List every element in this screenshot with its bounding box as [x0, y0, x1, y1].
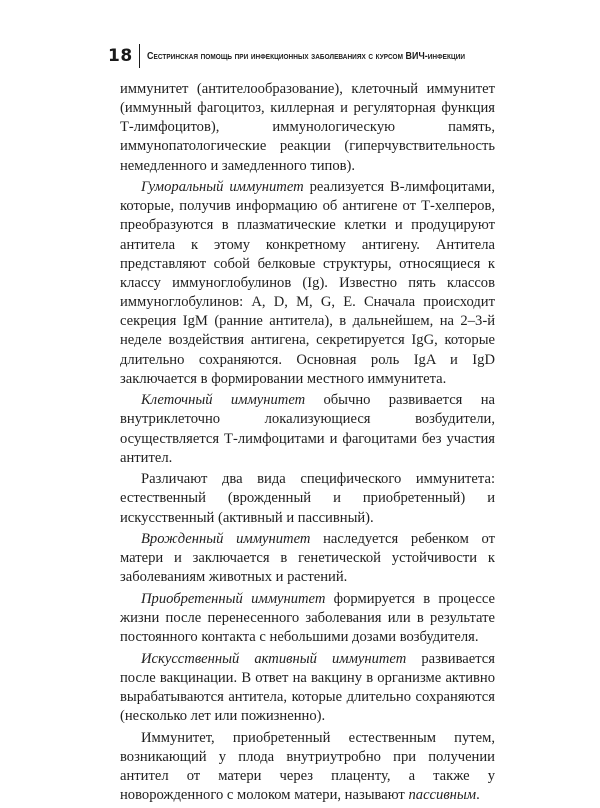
paragraph	[120, 80, 495, 176]
paragraph-text: Иммунитет, приобретенный естественным путем, возникающий у плода внутриутробно при получении антител от матери через плаценту, а также у новорожденного с молоком матери, называют	[120, 729, 495, 804]
running-title: Сестринская помощь при инфекционных заболеваниях с курсом ВИЧ-инфекции	[147, 50, 466, 62]
page-number: 18	[108, 46, 133, 66]
term-acquired: Приобретенный иммунитет	[141, 591, 326, 608]
term-cellular: Клеточный иммунитет	[141, 392, 306, 409]
paragraph-text: наследуется ребенком от матери и заключается в генетической устойчивости к заболеваниям животных и растений.	[120, 531, 495, 586]
header-divider	[139, 44, 140, 68]
paragraph-text: формируется в процессе жизни после перенесенного заболевания или в результате постоянного контакта с небольшими дозами возбудителя.	[120, 591, 495, 646]
paragraph-end: .	[476, 787, 480, 804]
paragraph	[120, 729, 495, 806]
running-header	[108, 44, 493, 68]
paragraph	[120, 470, 495, 527]
paragraph-text: Различают два вида специфического иммунитета: естественный (врожденный и приобретенный) и искусственный (активный и пассивный).	[120, 471, 495, 526]
paragraph-text: реализуется В-лимфоцитами, которые, получив информацию об антигене от Т-хелперов, преобразуются в плазматические клетки и продуцируют антитела к этому конкретному антигену. Антитела представляют собой белковые структуры, относящиеся к классу иммуноглобулинов (Ig). Известно пять классов иммуноглобулинов: A, D, M, G, E. Сначала происходит секреция IgM (ранние антитела), в дальнейшем, на 2–3-й неделе воздействия антигена, секретируется IgG, которые длительно сохраняются. Основная роль IgA и IgD заключается в формировании местного иммунитета.	[120, 179, 495, 387]
term-passive: пассивным	[408, 787, 477, 804]
paragraph-text: развивается после вакцинации. В ответ на вакцину в организме активно вырабатываются антитела, которые длительно сохраняются (несколько лет или пожизненно).	[120, 650, 495, 725]
paragraph	[120, 530, 495, 587]
term-humoral: Гуморальный иммунитет	[141, 179, 304, 196]
paragraph	[120, 590, 495, 647]
paragraph	[120, 178, 495, 389]
term-innate: Врожденный иммунитет	[141, 531, 311, 548]
paragraph-text: обычно развивается на внутриклеточно локализующиеся возбудители, осуществляется Т-лимфоцитами и фагоцитами без участия антител.	[120, 392, 495, 466]
paragraph	[120, 391, 495, 468]
term-artificial-active: Искусственный активный иммунитет	[141, 650, 407, 667]
body-text	[120, 80, 495, 808]
paragraph-text: иммунитет (антителообразование), клеточный иммунитет (иммунный фагоцитоз, киллерная и регуляторная функция Т-лимфоцитов), иммунологическую память, иммунопатологические реакции (гиперчувствительность немедленного и замедленного типов).	[120, 81, 495, 174]
paragraph	[120, 650, 495, 727]
